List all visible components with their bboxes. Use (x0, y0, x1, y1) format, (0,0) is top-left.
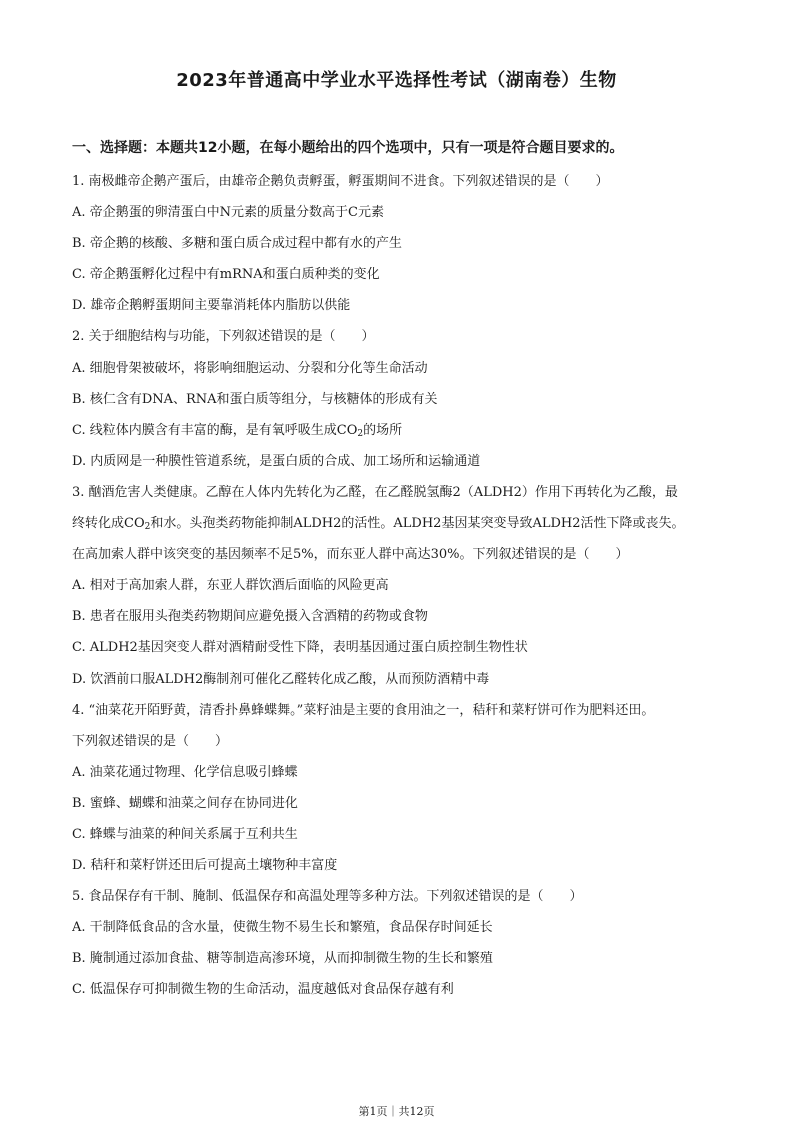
text-line: 2. 关于细胞结构与功能，下列叙述错误的是（ ） (72, 329, 375, 345)
text-line: 1. 南极雌帝企鹅产蛋后，由雄帝企鹅负责孵蛋，孵蛋期间不进食。下列叙述错误的是（ ） (72, 174, 609, 189)
text-line: A. 细胞骨架被破坏，将影响细胞运动、分裂和分化等生命活动 (72, 360, 428, 376)
text-line: B. 患者在服用头孢类药物期间应避免摄入含酒精的药物或食物 (72, 609, 428, 625)
text-line: D. 雄帝企鹅孵蛋期间主要靠消耗体内脂肪以供能 (72, 298, 351, 314)
page-title: 2023年普通高中学业水平选择性考试（湖南卷）生物 (176, 70, 617, 91)
text-segment: C. 线粒体内膜含有丰富的酶，是有氧呼吸生成CO (72, 422, 358, 438)
text-line: 4. “油菜花开陌野黄，清香扑鼻蜂蝶舞。”菜籽油是主要的食用油之一，秸秆和菜籽饼可作为肥料还田。 (72, 702, 655, 718)
text-line: C. 蜂蝶与油菜的种间关系属于互利共生 (72, 826, 298, 842)
text-line: A. 相对于高加索人群，东亚人群饮酒后面临的风险更高 (72, 578, 389, 594)
text-line: B. 蜜蜂、蝴蝶和油菜之间存在协同进化 (72, 795, 298, 811)
text-line: D. 内质网是一种膜性管道系统，是蛋白质的合成、加工场所和运输通道 (72, 453, 481, 469)
section-heading: 一、选择题：本题共12小题，在每小题给出的四个选项中，只有一项是符合题目要求的。 (72, 140, 624, 156)
text-line: C. ALDH2基因突变人群对酒精耐受性下降，表明基因通过蛋白质控制生物性状 (72, 640, 528, 656)
text-line: C. 低温保存可抑制微生物的生命活动，温度越低对食品保存越有利 (72, 982, 454, 998)
text-segment: 和水。头孢类药物能抑制ALDH2的活性。ALDH2基因某突变导致ALDH2活性下降或丧失。 (150, 516, 685, 532)
text-line: 在高加索人群中该突变的基因频率不足5%，而东亚人群中高达30%。下列叙述错误的是（ ） (72, 547, 629, 563)
text-line: 下列叙述错误的是（ ） (72, 733, 229, 749)
subscript: 2 (357, 428, 364, 439)
subscript: 2 (144, 522, 151, 533)
text-line: B. 核仁含有DNA、RNA和蛋白质等组分，与核糖体的形成有关 (72, 391, 438, 407)
text-line: 5. 食品保存有干制、腌制、低温保存和高温处理等多种方法。下列叙述错误的是（ ） (72, 889, 583, 905)
text-line: A. 干制降低食品的含水量，使微生物不易生长和繁殖，食品保存时间延长 (72, 920, 493, 936)
text-segment: 的场所 (363, 422, 403, 438)
page-footer: 第1页｜共12页 (358, 1105, 435, 1118)
text-line (72, 508, 732, 539)
question-body (72, 166, 732, 1006)
text-line: A. 帝企鹅蛋的卵清蛋白中N元素的质量分数高于C元素 (72, 205, 384, 221)
text-line (72, 415, 732, 446)
text-line: C. 帝企鹅蛋孵化过程中有mRNA和蛋白质种类的变化 (72, 267, 380, 283)
text-line: B. 帝企鹅的核酸、多糖和蛋白质合成过程中都有水的产生 (72, 236, 402, 252)
text-line: A. 油菜花通过物理、化学信息吸引蜂蝶 (72, 764, 298, 780)
text-line: D. 秸秆和菜籽饼还田后可提高土壤物种丰富度 (72, 858, 338, 874)
text-line: B. 腌制通过添加食盐、糖等制造高渗环境，从而抑制微生物的生长和繁殖 (72, 951, 493, 967)
text-segment: 终转化成CO (72, 516, 145, 532)
text-line: 3. 酗酒危害人类健康。乙醇在人体内先转化为乙醛，在乙醛脱氢酶2（ALDH2）作用下再转化为乙酸，最 (72, 484, 678, 500)
text-line: D. 饮酒前口服ALDH2酶制剂可催化乙醛转化成乙酸，从而预防酒精中毒 (72, 671, 490, 687)
